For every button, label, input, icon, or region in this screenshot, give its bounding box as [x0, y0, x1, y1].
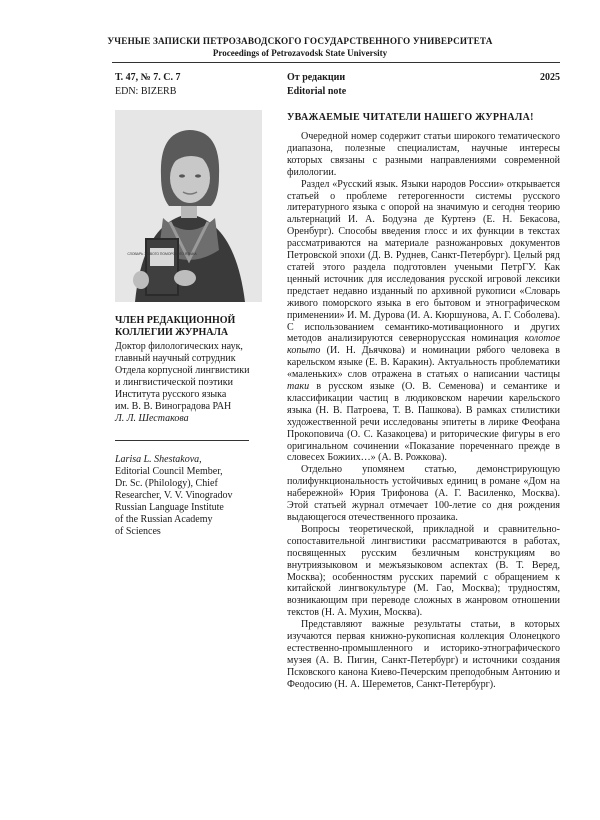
author-name-ru: Л. Л. Шестакова: [115, 413, 189, 424]
header-divider: [112, 62, 560, 63]
author-affiliation-ru: [115, 341, 270, 425]
volume-info: Т. 47, № 7. С. 7: [115, 72, 181, 83]
paragraph-2-part-b: (И. Н. Дьячкова) и номинации рябого человека в карельском языке (Е. В. Каракин). Актуальность проблематики «маленьких» слов отражена в статьях о написании частицы: [287, 345, 561, 381]
affiliation-en-line: of Sciences: [115, 526, 161, 537]
paragraph-4: Вопросы теоретической, прикладной и сравнительно-сопоставительной лингвистики рассматриваются в работах, посвященных русским безличным конструкциям во внутриязыковом и межъязыковом аспектах (В. Т. Веред, Москва); особенностям русских паремий с обращением к китайской лингвокультуре (М. Гао, Москва); трудностям, возникающим при переводе сложных в жанровом отношении текстов (Н. А. Мухин, Москва).: [287, 523, 560, 619]
edn-code: EDN: BIZERB: [115, 86, 177, 97]
author-divider: [115, 440, 249, 441]
affiliation-en-line: Editorial Council Member,: [115, 466, 223, 477]
paragraph-2-part-c: в русском языке (О. В. Семенова) и семантике и классификации частиц в людиковском наречии карельского языка (Н. В. Патроева, Т. В. Пашкова). В рамках стилистики художественной речи исследованы эпитеты в лирике Феофана Прокоповича (О. С. Казакоцева) и риторические фигуры в его оригинальном сочинении «Показание пореченнаго прежде в словесех Божиих…» (А. В. Рожкова).: [287, 381, 561, 464]
role-title-line-2: КОЛЛЕГИИ ЖУРНАЛА: [115, 327, 229, 338]
author-photo: [115, 110, 262, 302]
portrait-illustration: [115, 110, 262, 302]
author-affiliation-en: [115, 454, 270, 538]
paragraph-2: [287, 179, 560, 465]
section-en: Editorial note: [287, 86, 347, 97]
affiliation-en-line: Researcher, V. V. Vinogradov: [115, 490, 233, 501]
affiliation-ru-line: Отдела корпусной лингвистики: [115, 365, 250, 376]
paragraph-2-italic-2: таки: [287, 381, 310, 393]
paragraph-3: Отдельно упомянем статью, демонстрирующую полифункциональность устойчивых единиц в романе «Дом на набережной» Юрия Трифонова (А. Г. Василенко, Москва). Этой статьей журнал отмечает 100-летие со дня рождения выдающегося отечественного прозаика.: [287, 464, 560, 523]
affiliation-ru-line: Доктор филологических наук,: [115, 341, 243, 352]
paragraph-1: Очередной номер содержит статьи широкого тематического диапазона, полезные специалистам, научные интересы которых связаны с разными направлениями современной филологии.: [287, 131, 560, 178]
paragraph-2-italic-1: колотое копыто: [287, 333, 560, 357]
paragraph-5: Представляют важные результаты статьи, в которых изучаются первая книжно-рукописная коллекция Олонецкого естественно-промышленного и историко-этнографического музея (А. В. Пигин, Санкт-Петербург) и источники создания Псковского канона Киево-Печерским преподобным Антонию и Феодосию (Н. А. Шереметов, Санкт-Петербург).: [287, 619, 560, 690]
article-title: УВАЖАЕМЫЕ ЧИТАТЕЛИ НАШЕГО ЖУРНАЛА!: [287, 112, 534, 123]
affiliation-ru-line: Института русского языка: [115, 389, 227, 400]
journal-title-ru: УЧЕНЫЕ ЗАПИСКИ ПЕТРОЗАВОДСКОГО ГОСУДАРСТВЕННОГО УНИВЕРСИТЕТА: [107, 36, 493, 46]
section-ru: От редакции: [287, 72, 346, 83]
journal-title-en: Proceedings of Petrozavodsk State University: [212, 48, 388, 58]
affiliation-en-line: Russian Language Institute: [115, 502, 224, 513]
affiliation-ru-line: и лингвистической поэтики: [115, 377, 233, 388]
role-title-line-1: ЧЛЕН РЕДАКЦИОННОЙ: [115, 315, 236, 326]
book-cover-title: СЛОВАРЬ ЖИВОГО ПОМОРСКОГО ЯЗЫКА: [127, 252, 197, 256]
year: 2025: [540, 72, 560, 83]
paragraph-2-part-a: Раздел «Русский язык. Языки народов России» открывается статьей о проблеме гетерогенности системы русского литературного языка с опорой на значимую и сегодня теорию альтернаций И. А. Бодуэна де Куртенэ (Е. Н. Бекасова, Оренбург). Способы введения глосс и их функции в текстах рассматриваются на материале разножанровых документов Петровской эпохи (Д. В. Руднев, Санкт-Петербург). Целый ряд статей этого раздела подготовлен учеными ПетрГУ. Как ценный источник для исследования русской игровой лексики предстает недавно изданный по архивной рукописи «Словарь живого поморского языка в его бытовом и этнографическом применении» И. М. Дурова (И. А. Кюршунова, А. Г. Соболева). С использованием семантико-мотивационного и других методов анализируются севернорусская номинация: [287, 178, 560, 345]
author-role-title: [115, 315, 265, 339]
affiliation-ru-line: главный научный сотрудник: [115, 353, 236, 364]
article-body: [287, 131, 560, 691]
author-name-en: Larisa L. Shestakova,: [115, 454, 202, 465]
affiliation-ru-line: им. В. В. Виноградова РАН: [115, 401, 232, 412]
affiliation-en-line: Dr. Sc. (Philology), Chief: [115, 478, 218, 489]
affiliation-en-line: of the Russian Academy: [115, 514, 213, 525]
